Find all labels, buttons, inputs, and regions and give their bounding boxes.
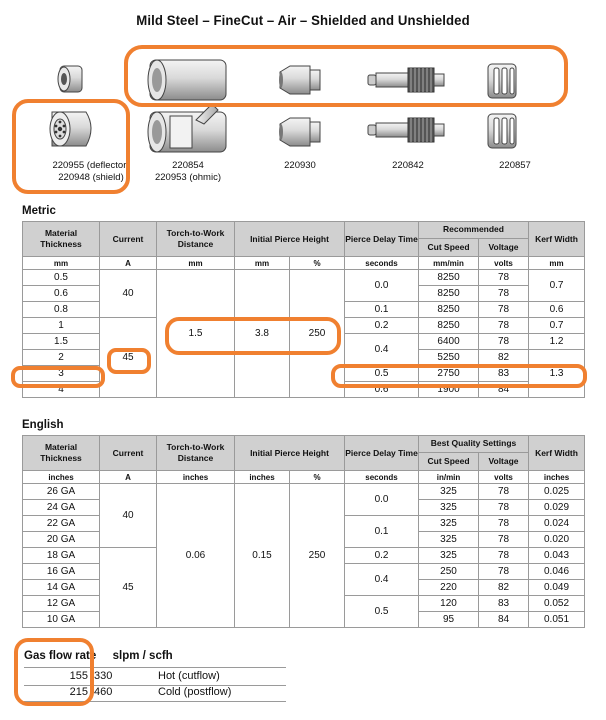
cut-speed-cell: 325: [419, 548, 479, 564]
thickness-cell: 16 GA: [23, 564, 100, 580]
metric-header-recommended: Recommended: [419, 222, 529, 239]
pierce-delay-cell: 0.1: [345, 302, 419, 318]
english-header-current: Current: [100, 436, 157, 471]
pierce-delay-cell: 0.6: [345, 382, 419, 398]
nozzle-part-lower: [279, 118, 320, 146]
thickness-cell: 26 GA: [23, 484, 100, 500]
english-section-title: English: [22, 419, 64, 431]
highlight-current-45: [107, 348, 151, 374]
swirl-ring-part-lower: [488, 114, 516, 148]
metric-header-current: Current: [100, 222, 157, 257]
pierce-delay-cell: 0.0: [345, 270, 419, 302]
metric-unit: %: [290, 257, 345, 270]
thickness-cell: 12 GA: [23, 596, 100, 612]
voltage-cell: 82: [479, 350, 529, 366]
cut-speed-cell: 325: [419, 516, 479, 532]
english-header-voltage: Voltage: [479, 452, 529, 470]
part-label-swirl-ring: 220857: [499, 160, 531, 171]
kerf-cell: 0.025: [529, 484, 585, 500]
english-unit: %: [290, 471, 345, 484]
thickness-cell: 10 GA: [23, 612, 100, 628]
current-cell: 40: [100, 484, 157, 548]
highlight-row-3mm-results: [331, 364, 587, 388]
pierce-delay-cell: 0.4: [345, 334, 419, 366]
voltage-cell: 78: [479, 318, 529, 334]
english-unit: in/min: [419, 471, 479, 484]
english-unit: inches: [157, 471, 235, 484]
voltage-cell: 78: [479, 484, 529, 500]
ohmic-retaining-cap-part: [148, 104, 226, 152]
metric-header-material-thickness: Material Thickness: [23, 222, 100, 257]
metric-unit: mm/min: [419, 257, 479, 270]
gas-flow-label: Gas flow rate: [24, 650, 97, 662]
cut-speed-cell: 250: [419, 564, 479, 580]
torch-to-work-cell: 0.06: [157, 484, 235, 628]
metric-unit: A: [100, 257, 157, 270]
cut-speed-cell: 325: [419, 532, 479, 548]
voltage-cell: 78: [479, 564, 529, 580]
cut-speed-cell: 5250: [419, 350, 479, 366]
pierce-delay-cell: 0.5: [345, 366, 419, 382]
english-unit: volts: [479, 471, 529, 484]
thickness-cell: 24 GA: [23, 500, 100, 516]
metric-header-pierce-delay: Pierce Delay Time: [345, 222, 419, 257]
current-cell: 45: [100, 318, 157, 398]
metric-header-kerf: Kerf Width: [529, 222, 585, 257]
cut-speed-cell: 120: [419, 596, 479, 612]
gas-flow-label-hot: Hot (cutflow): [158, 670, 220, 682]
thickness-cell: 22 GA: [23, 516, 100, 532]
pierce-pct-cell: 250: [290, 484, 345, 628]
pierce-delay-cell: 0.1: [345, 516, 419, 548]
voltage-cell: 78: [479, 270, 529, 286]
voltage-cell: 78: [479, 500, 529, 516]
thickness-cell: 20 GA: [23, 532, 100, 548]
gas-flow-label-cold: Cold (postflow): [158, 686, 232, 698]
english-unit: inches: [23, 471, 100, 484]
cut-speed-cell: 6400: [419, 334, 479, 350]
english-header-material-thickness: Material Thickness: [23, 436, 100, 471]
kerf-cell: 0.029: [529, 500, 585, 516]
pierce-delay-cell: 0.4: [345, 564, 419, 596]
english-header-cut-speed: Cut Speed: [419, 452, 479, 470]
metric-unit: seconds: [345, 257, 419, 270]
thickness-cell: 14 GA: [23, 580, 100, 596]
kerf-cell: 0.6: [529, 302, 585, 318]
cut-speed-cell: 8250: [419, 270, 479, 286]
cut-speed-cell: 2750: [419, 366, 479, 382]
part-label-nozzle: 220930: [284, 160, 316, 171]
kerf-cell: 0.052: [529, 596, 585, 612]
english-header-pierce-delay: Pierce Delay Time: [345, 436, 419, 471]
pierce-delay-cell: 0.5: [345, 596, 419, 628]
voltage-cell: 78: [479, 286, 529, 302]
english-header-torch-to-work: Torch-to-Work Distance: [157, 436, 235, 471]
cut-speed-cell: 325: [419, 484, 479, 500]
electrode-part-lower: [368, 118, 444, 142]
metric-header-initial-pierce: Initial Pierce Height: [235, 222, 345, 257]
current-cell: 45: [100, 548, 157, 628]
english-header-best-quality: Best Quality Settings: [419, 436, 529, 453]
kerf-cell: 0.020: [529, 532, 585, 548]
voltage-cell: 83: [479, 366, 529, 382]
voltage-cell: 84: [479, 382, 529, 398]
kerf-cell: 0.7: [529, 270, 585, 302]
torch-to-work-cell: 1.5: [157, 270, 235, 398]
current-cell: 40: [100, 270, 157, 318]
highlight-consumables-top-row: [124, 45, 568, 107]
cut-speed-cell: 95: [419, 612, 479, 628]
cut-speed-cell: 220: [419, 580, 479, 596]
english-unit: A: [100, 471, 157, 484]
kerf-cell: 0.049: [529, 580, 585, 596]
thickness-cell: 4: [23, 382, 100, 398]
metric-unit: mm: [23, 257, 100, 270]
kerf-cell: 0.7: [529, 318, 585, 334]
voltage-cell: 78: [479, 548, 529, 564]
pierce-delay-cell: 0.2: [345, 548, 419, 564]
metric-header-voltage: Voltage: [479, 238, 529, 256]
cut-speed-cell: 8250: [419, 318, 479, 334]
kerf-cell: 0.043: [529, 548, 585, 564]
gas-flow-units: slpm / scfh: [112, 650, 173, 662]
voltage-cell: 78: [479, 532, 529, 548]
kerf-cell: 1.3: [529, 350, 585, 398]
page-title: Mild Steel – FineCut – Air – Shielded and Unshielded: [136, 12, 470, 28]
thickness-cell: 3: [23, 366, 100, 382]
voltage-cell: 82: [479, 580, 529, 596]
metric-unit: mm: [235, 257, 290, 270]
gas-flow-slpm: 155: [69, 670, 88, 682]
english-unit: seconds: [345, 471, 419, 484]
gas-flow-scfh: 460: [94, 686, 113, 698]
part-label-deflector-shield: 220955 (deflector) 220948 (shield): [52, 160, 130, 183]
gas-flow-slpm: 215: [69, 686, 88, 698]
metric-header-torch-to-work: Torch-to-Work Distance: [157, 222, 235, 257]
highlight-gas-flow: [14, 638, 97, 706]
cut-speed-cell: 8250: [419, 286, 479, 302]
thickness-cell: 0.8: [23, 302, 100, 318]
voltage-cell: 78: [479, 516, 529, 532]
table-row: [23, 484, 585, 500]
metric-unit: volts: [479, 257, 529, 270]
metric-unit: mm: [157, 257, 235, 270]
deflector-part: [58, 66, 82, 92]
kerf-cell: 0.051: [529, 612, 585, 628]
thickness-cell: 0.5: [23, 270, 100, 286]
pierce-height-cell: 0.15: [235, 484, 290, 628]
cut-speed-cell: 8250: [419, 302, 479, 318]
voltage-cell: 78: [479, 302, 529, 318]
voltage-cell: 84: [479, 612, 529, 628]
kerf-cell: 1.2: [529, 334, 585, 350]
pierce-delay-cell: 0.2: [345, 318, 419, 334]
kerf-cell: 0.024: [529, 516, 585, 532]
table-row: [23, 270, 585, 286]
kerf-cell: 0.046: [529, 564, 585, 580]
highlight-thickness-3: [11, 366, 105, 388]
voltage-cell: 83: [479, 596, 529, 612]
thickness-cell: 1: [23, 318, 100, 334]
metric-section-title: Metric: [22, 205, 56, 217]
pierce-height-cell: 3.8: [235, 270, 290, 398]
thickness-cell: 1.5: [23, 334, 100, 350]
pierce-pct-cell: 250: [290, 270, 345, 398]
english-unit: inches: [529, 471, 585, 484]
part-label-retaining-cap: 220854 220953 (ohmic): [154, 160, 221, 183]
thickness-cell: 18 GA: [23, 548, 100, 564]
thickness-cell: 0.6: [23, 286, 100, 302]
highlight-torch-pierce-values: [165, 317, 341, 355]
cut-speed-cell: 1900: [419, 382, 479, 398]
english-unit: inches: [235, 471, 290, 484]
thickness-cell: 2: [23, 350, 100, 366]
voltage-cell: 78: [479, 334, 529, 350]
english-header-kerf: Kerf Width: [529, 436, 585, 471]
metric-header-cut-speed: Cut Speed: [419, 238, 479, 256]
part-label-electrode: 220842: [392, 160, 424, 171]
english-header-initial-pierce: Initial Pierce Height: [235, 436, 345, 471]
highlight-shield-part: [12, 99, 130, 194]
pierce-delay-cell: 0.0: [345, 484, 419, 516]
english-table: [22, 435, 585, 628]
metric-unit: mm: [529, 257, 585, 270]
gas-flow-scfh: 330: [94, 670, 113, 682]
cut-speed-cell: 325: [419, 500, 479, 516]
